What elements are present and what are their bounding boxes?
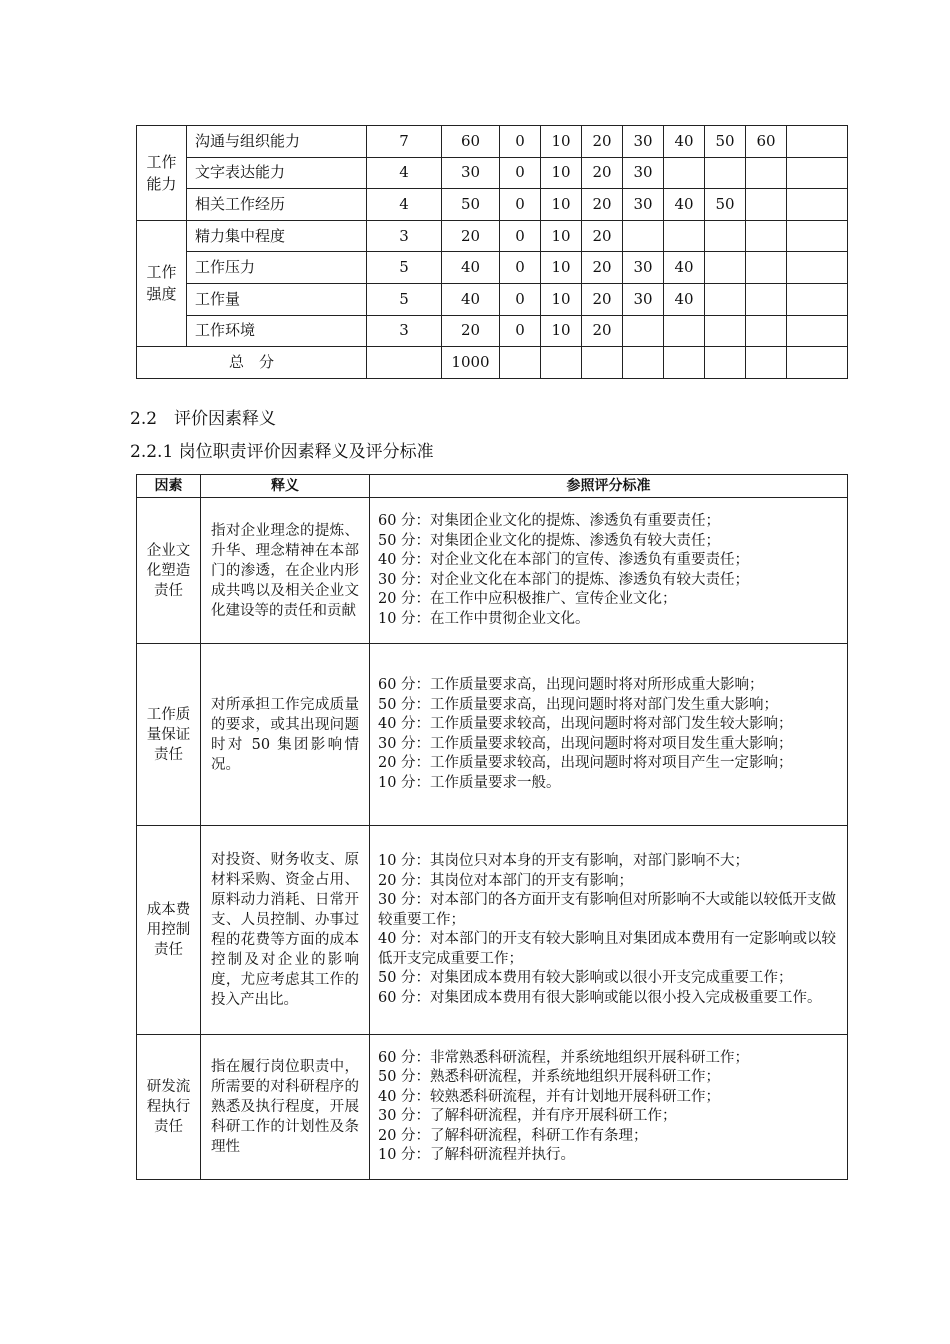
level-cell: 10 <box>541 126 582 158</box>
standard-line: 20 分：了解科研流程，科研工作有条理； <box>378 1127 648 1144</box>
subsection-heading: 2.2.1 岗位职责评价因素释义及评分标准 <box>130 442 434 462</box>
definition-cell: 指在履行岗位职责中，所需要的对科研程序的熟悉及执行程度，开展科研工作的计划性及条理性 <box>201 1035 370 1180</box>
max-score-cell: 30 <box>442 157 500 189</box>
standard-line: 20 分：工作质量要求较高，出现问题时将对项目产生一定影响； <box>378 755 793 771</box>
level-cell <box>623 315 664 347</box>
level-cell: 0 <box>500 220 541 252</box>
group-intensity <box>137 220 187 346</box>
table-row <box>137 157 848 189</box>
factor-cell: 文字表达能力 <box>187 157 367 189</box>
level-cell <box>787 157 848 189</box>
table-row <box>137 1035 848 1180</box>
table-row <box>137 826 848 1035</box>
total-label: 总 分 <box>137 347 367 379</box>
total-row <box>137 347 848 379</box>
level-cell: 50 <box>705 189 746 221</box>
group-label-line: 工作 <box>146 263 177 282</box>
level-cell <box>664 315 705 347</box>
header-standard: 参照评分标准 <box>370 475 848 498</box>
level-cell: 20 <box>582 126 623 158</box>
level-cell: 30 <box>623 252 664 284</box>
definition-cell: 对所承担工作完成质量的要求，或其出现问题时对 50 集团影响情况。 <box>201 644 370 826</box>
standard-line: 50 分：对集团成本费用有较大影响或以很小开支完成重要工作； <box>378 970 793 986</box>
level-cell <box>787 126 848 158</box>
standard-cell <box>370 498 848 644</box>
level-cell: 0 <box>500 189 541 221</box>
standard-line: 10 分：了解科研流程并执行。 <box>378 1147 576 1163</box>
weight-cell: 5 <box>367 252 442 284</box>
level-cell <box>705 315 746 347</box>
level-cell: 30 <box>623 189 664 221</box>
table-row <box>137 252 848 284</box>
factor-cell: 精力集中程度 <box>187 220 367 252</box>
group-label-line: 工作 <box>146 152 177 171</box>
level-cell: 20 <box>582 283 623 315</box>
standard-line: 40 分：对本部门的开支有较大影响且对集团成本费用有一定影响或以较低开支完成重要工作； <box>378 931 837 967</box>
level-cell: 30 <box>623 157 664 189</box>
factor-cell: 工作量 <box>187 283 367 315</box>
level-cell: 40 <box>664 126 705 158</box>
level-cell <box>787 220 848 252</box>
standard-line: 30 分：了解科研流程，并有序开展科研工作； <box>378 1108 677 1124</box>
level-cell: 10 <box>541 283 582 315</box>
weight-cell: 4 <box>367 157 442 189</box>
standard-line: 10 分：其岗位只对本身的开支有影响，对部门影响不大； <box>378 853 750 869</box>
table-row <box>137 126 848 158</box>
level-cell: 0 <box>500 252 541 284</box>
empty-cell <box>664 347 705 379</box>
weight-cell: 3 <box>367 220 442 252</box>
max-score-cell: 40 <box>442 252 500 284</box>
max-score-cell: 20 <box>442 220 500 252</box>
standard-line: 50 分：熟悉科研流程，并系统地组织开展科研工作； <box>378 1069 721 1085</box>
level-cell: 40 <box>664 189 705 221</box>
standard-line: 60 分：非常熟悉科研流程，并系统地组织开展科研工作； <box>378 1049 750 1066</box>
empty-cell <box>541 347 582 379</box>
table-header-row <box>137 475 848 498</box>
definition-cell: 对投资、财务收支、原材料采购、资金占用、原料动力消耗、日常开支、人员控制、办事过程的花费等方面的成本控制及对企业的影响度，尤应考虑其工作的投入产出比。 <box>201 826 370 1035</box>
level-cell <box>746 220 787 252</box>
level-cell: 0 <box>500 157 541 189</box>
empty-cell <box>367 347 442 379</box>
standard-line: 40 分：较熟悉科研流程，并有计划地开展科研工作； <box>378 1088 721 1105</box>
standard-cell <box>370 826 848 1035</box>
standard-line: 30 分：对企业文化在本部门的提炼、渗透负有较大责任； <box>378 571 750 588</box>
level-cell: 20 <box>582 315 623 347</box>
weight-cell: 5 <box>367 283 442 315</box>
level-cell <box>787 252 848 284</box>
standard-line: 10 分：在工作中贯彻企业文化。 <box>378 610 590 627</box>
score-table <box>136 125 848 379</box>
table-row <box>137 315 848 347</box>
group-label-line: 强度 <box>146 285 177 304</box>
standard-cell <box>370 644 848 826</box>
standard-line: 20 分：其岗位对本部门的开支有影响； <box>378 872 634 889</box>
level-cell <box>787 283 848 315</box>
group-label-line: 能力 <box>146 174 177 193</box>
definition-cell: 指对企业理念的提炼、升华、理念精神在本部门的渗透，在企业内形成共鸣以及相关企业文化建设等的责任和贡献 <box>201 498 370 644</box>
level-cell: 0 <box>500 283 541 315</box>
level-cell: 10 <box>541 189 582 221</box>
max-score-cell: 60 <box>442 126 500 158</box>
factor-cell: 工作压力 <box>187 252 367 284</box>
level-cell: 50 <box>705 126 746 158</box>
level-cell <box>705 252 746 284</box>
level-cell: 10 <box>541 315 582 347</box>
level-cell: 20 <box>582 189 623 221</box>
standard-line: 30 分：工作质量要求较高，出现问题时将对项目发生重大影响； <box>378 735 793 752</box>
level-cell <box>787 189 848 221</box>
level-cell <box>746 283 787 315</box>
table-row <box>137 189 848 221</box>
standard-line: 60 分：工作质量要求高，出现问题时将对所形成重大影响； <box>378 677 764 693</box>
standard-line: 40 分：工作质量要求较高，出现问题时将对部门发生较大影响； <box>378 716 793 732</box>
empty-cell <box>500 347 541 379</box>
header-definition: 释义 <box>201 475 370 498</box>
level-cell: 10 <box>541 220 582 252</box>
level-cell <box>664 220 705 252</box>
standard-line: 60 分：对集团成本费用有很大影响或能以很小投入完成极重要工作。 <box>378 989 822 1006</box>
level-cell <box>746 252 787 284</box>
level-cell: 40 <box>664 283 705 315</box>
table-row <box>137 498 848 644</box>
level-cell <box>664 157 705 189</box>
standard-line: 50 分：对集团企业文化的提炼、渗透负有较大责任； <box>378 532 721 549</box>
level-cell: 20 <box>582 220 623 252</box>
level-cell <box>623 220 664 252</box>
group-ability <box>137 126 187 221</box>
level-cell: 20 <box>582 157 623 189</box>
factor-cell: 成本费用控制责任 <box>137 826 201 1035</box>
factor-cell: 沟通与组织能力 <box>187 126 367 158</box>
level-cell <box>746 315 787 347</box>
max-score-cell: 20 <box>442 315 500 347</box>
standard-cell <box>370 1035 848 1180</box>
weight-cell: 7 <box>367 126 442 158</box>
header-factor: 因素 <box>137 475 201 498</box>
section-heading: 2.2 评价因素释义 <box>130 409 277 429</box>
empty-cell <box>705 347 746 379</box>
standard-line: 40 分：对企业文化在本部门的宣传、渗透负有重要责任； <box>378 552 750 568</box>
table-row <box>137 644 848 826</box>
level-cell: 30 <box>623 283 664 315</box>
max-score-cell: 40 <box>442 283 500 315</box>
level-cell: 10 <box>541 252 582 284</box>
empty-cell <box>787 347 848 379</box>
level-cell: 40 <box>664 252 705 284</box>
level-cell <box>787 315 848 347</box>
level-cell <box>705 157 746 189</box>
level-cell: 0 <box>500 126 541 158</box>
factor-cell: 工作质量保证责任 <box>137 644 201 826</box>
factor-cell: 研发流程执行责任 <box>137 1035 201 1180</box>
standard-line: 60 分：对集团企业文化的提炼、渗透负有重要责任； <box>378 513 721 529</box>
level-cell: 60 <box>746 126 787 158</box>
evaluation-table <box>136 474 848 1180</box>
standard-line: 20 分：在工作中应积极推广、宣传企业文化； <box>378 591 677 607</box>
level-cell <box>705 220 746 252</box>
level-cell: 0 <box>500 315 541 347</box>
level-cell <box>746 189 787 221</box>
empty-cell <box>623 347 664 379</box>
factor-cell: 企业文化塑造责任 <box>137 498 201 644</box>
level-cell: 30 <box>623 126 664 158</box>
total-value: 1000 <box>442 347 500 379</box>
level-cell: 20 <box>582 252 623 284</box>
factor-cell: 工作环境 <box>187 315 367 347</box>
level-cell <box>746 157 787 189</box>
max-score-cell: 50 <box>442 189 500 221</box>
table-row <box>137 283 848 315</box>
empty-cell <box>582 347 623 379</box>
empty-cell <box>746 347 787 379</box>
standard-line: 50 分：工作质量要求高，出现问题时将对部门发生重大影响； <box>378 696 779 713</box>
level-cell: 10 <box>541 157 582 189</box>
table-row <box>137 220 848 252</box>
factor-cell: 相关工作经历 <box>187 189 367 221</box>
weight-cell: 4 <box>367 189 442 221</box>
standard-line: 10 分：工作质量要求一般。 <box>378 774 561 791</box>
weight-cell: 3 <box>367 315 442 347</box>
standard-line: 30 分：对本部门的各方面开支有影响但对所影响不大或能以较低开支做较重要工作； <box>378 892 837 928</box>
level-cell <box>705 283 746 315</box>
